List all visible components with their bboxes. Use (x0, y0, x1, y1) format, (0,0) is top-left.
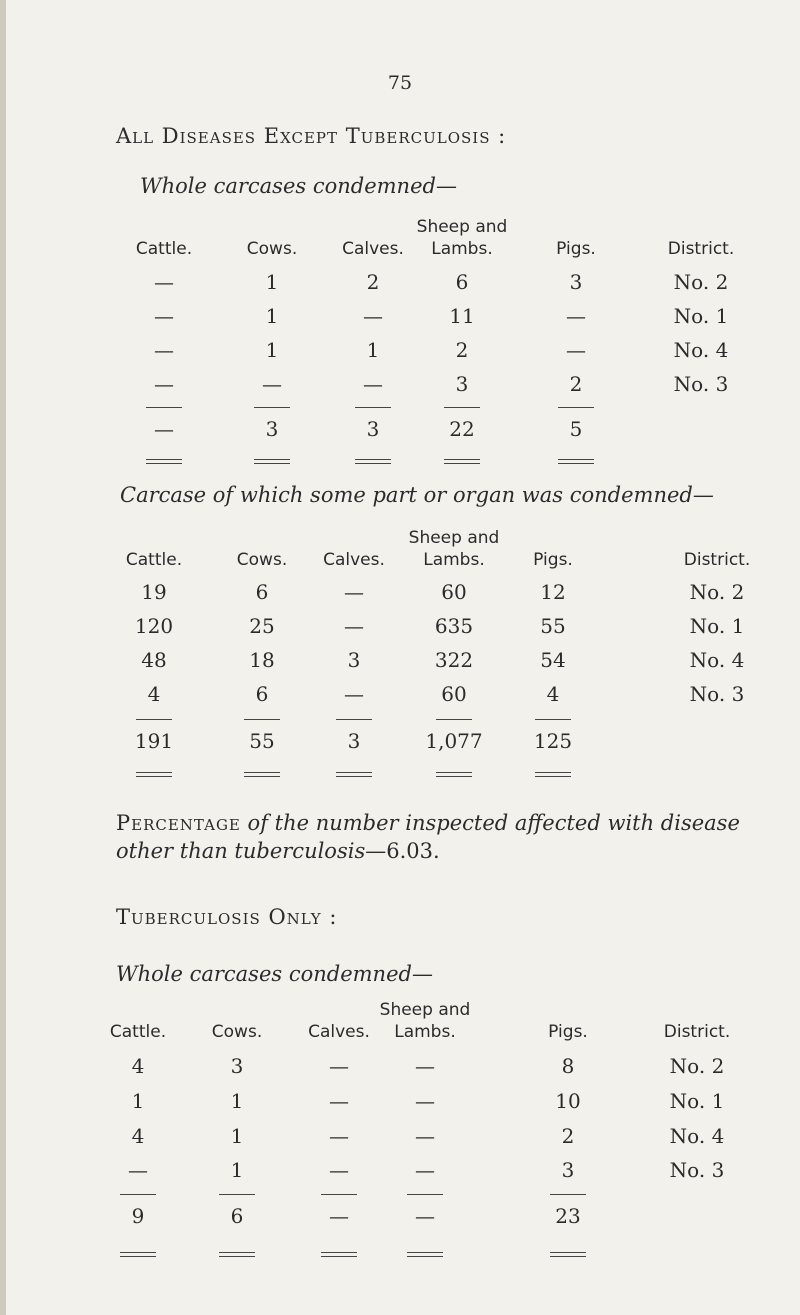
district-cell: No. 2 (673, 270, 729, 294)
table-cell: — (415, 1089, 435, 1113)
table-cell: 6 (255, 580, 269, 604)
table-cell: — (566, 338, 586, 362)
table-cell: 635 (434, 614, 474, 638)
table-cell: — (415, 1158, 435, 1182)
sum-rule (407, 1194, 443, 1195)
column-header: Cattle. (109, 1022, 167, 1042)
column-header: Pigs. (548, 1022, 588, 1042)
percentage-lead: Percentage (116, 811, 241, 835)
column-header: Pigs. (556, 239, 596, 259)
table-cell: — (154, 372, 174, 396)
column-header: Cattle. (125, 550, 183, 570)
table-cell: 11 (449, 304, 475, 328)
total-cell: 191 (134, 729, 174, 753)
table-cell: 8 (561, 1054, 575, 1078)
total-double-rule (436, 772, 472, 777)
table-cell: — (329, 1158, 349, 1182)
table-cell: 54 (540, 648, 566, 672)
total-cell: — (154, 417, 174, 441)
total-cell: 125 (533, 729, 573, 753)
table-cell: — (415, 1124, 435, 1148)
table-cell: 4 (546, 682, 560, 706)
total-double-rule (355, 459, 391, 464)
table-cell: 12 (540, 580, 566, 604)
sum-rule (146, 407, 182, 408)
total-double-rule (219, 1252, 255, 1257)
column-header: Cattle. (135, 239, 193, 259)
table3-subheading: Whole carcases condemned— (116, 962, 433, 986)
column-header: Cows. (246, 239, 298, 259)
table-cell: 1 (230, 1158, 244, 1182)
table-cell: 4 (147, 682, 161, 706)
table-cell: — (329, 1089, 349, 1113)
table-cell: — (344, 682, 364, 706)
column-header: Calves. (308, 1022, 370, 1042)
table-cell: — (344, 580, 364, 604)
table-cell: 3 (230, 1054, 244, 1078)
sum-rule (558, 407, 594, 408)
table-cell: 25 (249, 614, 275, 638)
table-cell: — (566, 304, 586, 328)
table-cell: 10 (555, 1089, 581, 1113)
sum-rule (321, 1194, 357, 1195)
total-cell: 23 (555, 1204, 581, 1228)
table-cell: — (415, 1054, 435, 1078)
table-cell: 1 (265, 338, 279, 362)
column-header: District. (667, 239, 735, 259)
table-cell: 322 (434, 648, 474, 672)
district-cell: No. 3 (669, 1158, 725, 1182)
column-header: Calves. (323, 550, 385, 570)
table-cell: 1 (230, 1089, 244, 1113)
district-cell: No. 3 (689, 682, 745, 706)
table-cell: 60 (441, 580, 467, 604)
sum-rule (436, 719, 472, 720)
district-cell: No. 1 (689, 614, 745, 638)
sum-rule (355, 407, 391, 408)
section-heading-all-diseases: All Diseases Except Tuberculosis : (116, 124, 507, 148)
table-cell: — (262, 372, 282, 396)
total-cell: 3 (347, 729, 361, 753)
district-cell: No. 3 (673, 372, 729, 396)
total-cell: — (329, 1204, 349, 1228)
table-cell: — (154, 304, 174, 328)
table-cell: 4 (131, 1054, 145, 1078)
column-header: District. (663, 1022, 731, 1042)
total-cell: 22 (449, 417, 475, 441)
district-cell: No. 2 (689, 580, 745, 604)
column-header: Cows. (236, 550, 288, 570)
total-cell: 6 (230, 1204, 244, 1228)
table-cell: 1 (131, 1089, 145, 1113)
table-cell: 120 (134, 614, 174, 638)
table1-subheading: Whole carcases condemned— (140, 174, 457, 198)
total-double-rule (444, 459, 480, 464)
total-double-rule (535, 772, 571, 777)
sum-rule (244, 719, 280, 720)
district-cell: No. 1 (673, 304, 729, 328)
sum-rule (336, 719, 372, 720)
table-cell: 2 (561, 1124, 575, 1148)
total-cell: 3 (265, 417, 279, 441)
sum-rule (136, 719, 172, 720)
table-cell: 3 (455, 372, 469, 396)
total-cell: 3 (366, 417, 380, 441)
table-cell: 18 (249, 648, 275, 672)
district-cell: No. 1 (669, 1089, 725, 1113)
total-double-rule (550, 1252, 586, 1257)
table-cell: — (154, 338, 174, 362)
column-header: Sheep and Lambs. (416, 217, 508, 259)
table-cell: 1 (265, 304, 279, 328)
total-double-rule (120, 1252, 156, 1257)
total-cell: 5 (569, 417, 583, 441)
table-cell: 4 (131, 1124, 145, 1148)
table-cell: 2 (366, 270, 380, 294)
table-cell: — (344, 614, 364, 638)
table-cell: — (363, 304, 383, 328)
column-header: Sheep and Lambs. (408, 528, 500, 570)
total-double-rule (254, 459, 290, 464)
sum-rule (550, 1194, 586, 1195)
total-cell: 1,077 (425, 729, 483, 753)
percentage-text: of the number inspected affected with disease other than tuberculosis (116, 811, 740, 863)
column-header: Calves. (342, 239, 404, 259)
table-cell: 2 (569, 372, 583, 396)
table-cell: 3 (347, 648, 361, 672)
table-cell: — (329, 1054, 349, 1078)
page-number: 75 (387, 72, 413, 94)
table-cell: 1 (230, 1124, 244, 1148)
table-cell: — (154, 270, 174, 294)
district-cell: No. 4 (673, 338, 729, 362)
section-heading-tuberculosis: Tuberculosis Only : (116, 905, 338, 929)
total-double-rule (336, 772, 372, 777)
table-cell: 60 (441, 682, 467, 706)
table-cell: 3 (569, 270, 583, 294)
percentage-value: —6.03. (365, 839, 440, 863)
table2-subheading: Carcase of which some part or organ was condemned— (120, 483, 714, 507)
table-cell: — (363, 372, 383, 396)
total-double-rule (407, 1252, 443, 1257)
table-cell: 3 (561, 1158, 575, 1182)
total-double-rule (321, 1252, 357, 1257)
sum-rule (120, 1194, 156, 1195)
district-cell: No. 4 (669, 1124, 725, 1148)
total-cell: — (415, 1204, 435, 1228)
total-double-rule (244, 772, 280, 777)
table-cell: 1 (265, 270, 279, 294)
table-cell: 2 (455, 338, 469, 362)
total-cell: 55 (249, 729, 275, 753)
table-cell: 1 (366, 338, 380, 362)
column-header: Sheep and Lambs. (379, 1000, 471, 1042)
column-header: District. (683, 550, 751, 570)
district-cell: No. 2 (669, 1054, 725, 1078)
percentage-paragraph (116, 809, 796, 865)
total-double-rule (136, 772, 172, 777)
sum-rule (444, 407, 480, 408)
page-edge (0, 0, 6, 1315)
column-header: Cows. (211, 1022, 263, 1042)
sum-rule (219, 1194, 255, 1195)
total-cell: 9 (131, 1204, 145, 1228)
table-cell: 6 (255, 682, 269, 706)
sum-rule (254, 407, 290, 408)
table-cell: 55 (540, 614, 566, 638)
table-cell: 6 (455, 270, 469, 294)
column-header: Pigs. (533, 550, 573, 570)
total-double-rule (558, 459, 594, 464)
total-double-rule (146, 459, 182, 464)
table-cell: 48 (141, 648, 167, 672)
district-cell: No. 4 (689, 648, 745, 672)
sum-rule (535, 719, 571, 720)
table-cell: — (329, 1124, 349, 1148)
table-cell: — (128, 1158, 148, 1182)
table-cell: 19 (141, 580, 167, 604)
